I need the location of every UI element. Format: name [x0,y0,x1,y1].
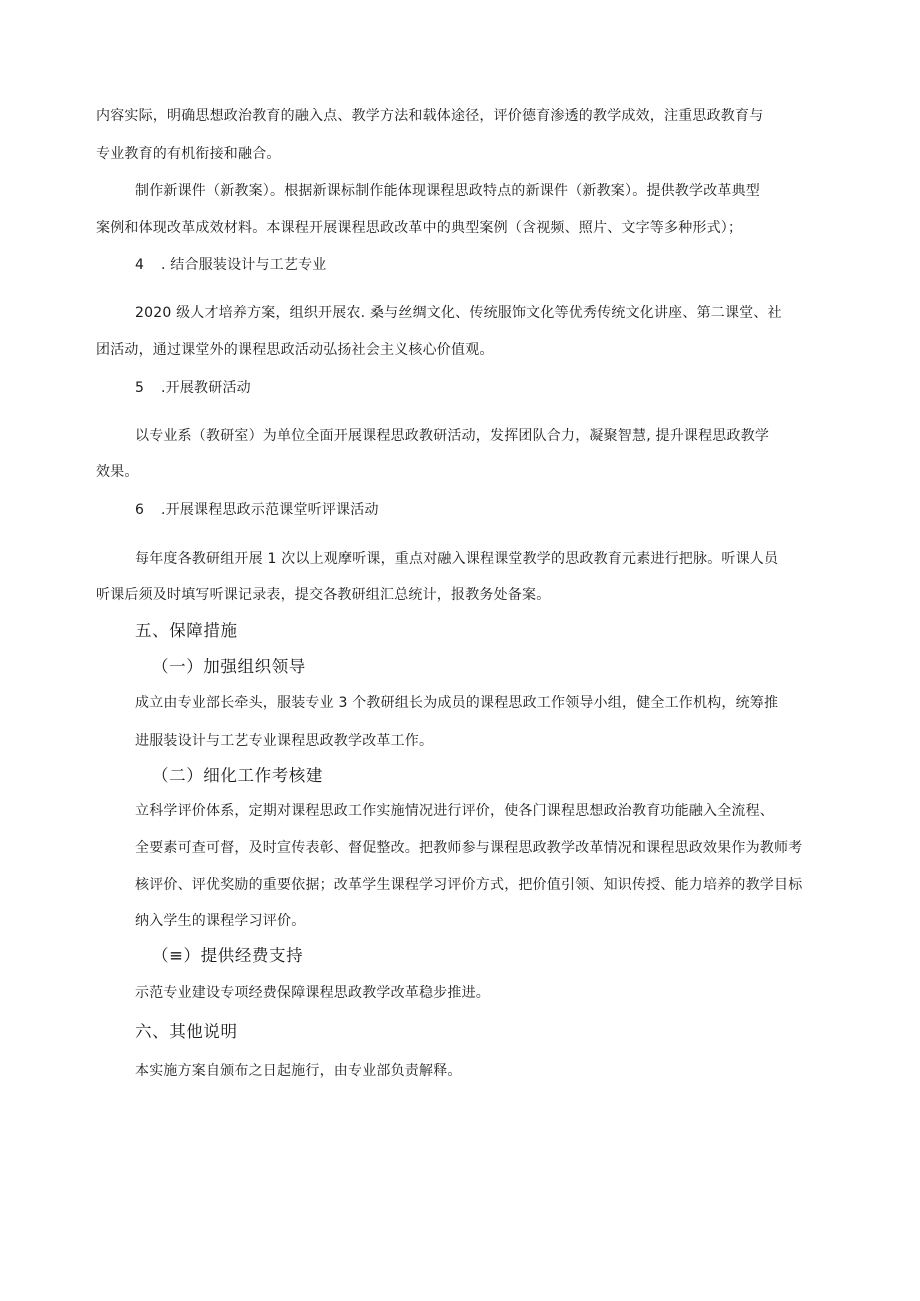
paragraph-line: 专业教育的有机衔接和融合。 [96,146,281,162]
paragraph-line: 案例和体现改革成效材料。本课程开展课程思政改革中的典型案例（含视频、照片、文字等多种形式）； [96,220,743,236]
paragraph-line: 本实施方案自颁布之日起施行，由专业部负责解释。 [135,1063,462,1079]
paragraph-line: 2020 级人才培养方案，组织开展农. 桑与丝绸文化、传统服饰文化等优秀传统文化讲座、第二课堂、社 [135,305,782,321]
paragraph-line: 效果。 [96,464,139,480]
item-number: 5 [135,380,145,396]
item-number: 6 [135,502,145,518]
paragraph-line: 内容实际，明确思想政治教育的融入点、教学方法和载体途径，评价德育渗透的教学成效，注重思政教育与 [96,108,764,124]
paragraph-line: 进服装设计与工艺专业课程思政教学改革工作。 [135,733,434,749]
paragraph-line: 示范专业建设专项经费保障课程思政教学改革稳步推进。 [135,985,490,1001]
paragraph-line: 纳入学生的课程学习评价。 [135,913,306,929]
paragraph-line: 制作新课件（新教案）。根据新课标制作能体现课程思政特点的新课件（新教案）。提供教学改革典型 [135,183,760,199]
item-title: .开展课程思政示范课堂听评课活动 [161,502,379,518]
subsection-heading: （≡）提供经费支持 [152,946,304,965]
item-title: .开展教研活动 [161,380,251,396]
paragraph-line: 团活动，通过课堂外的课程思政活动弘扬社会主义核心价值观。 [96,342,494,358]
paragraph-line: 每年度各教研组开展 1 次以上观摩听课，重点对融入课程课堂教学的思政教育元素进行把脉。听课人员 [135,551,779,567]
numbered-item-heading [135,378,251,398]
item-number: 4 [135,257,145,273]
numbered-item-heading [135,500,379,520]
subsection-heading: （一）加强组织领导 [152,657,306,676]
item-title: . 结合服装设计与工艺专业 [161,257,327,273]
paragraph-line: 核评价、评优奖励的重要依据；改革学生课程学习评价方式，把价值引领、知识传授、能力培养的教学目标 [135,877,803,893]
paragraph-line: 立科学评价体系，定期对课程思政工作实施情况进行评价，使各门课程思想政治教育功能融入全流程、 [135,803,774,819]
paragraph-line: 听课后须及时填写听课记录表，提交各教研组汇总统计，报教务处备案。 [96,587,551,603]
paragraph-line: 成立由专业部长牵头，服装专业 3 个教研组长为成员的课程思政工作领导小组，健全工作机构，统筹推 [135,695,779,711]
subsection-heading: （二）细化工作考核建 [152,766,323,785]
paragraph-line: 以专业系（教研室）为单位全面开展课程思政教研活动，发挥团队合力，凝聚智慧, 提升课程思政教学 [135,428,770,444]
section-heading: 五、保障措施 [135,621,238,640]
section-heading: 六、其他说明 [135,1022,238,1041]
numbered-item-heading [135,255,327,275]
paragraph-line: 全要素可查可督，及时宣传表彰、督促整改。把教师参与课程思政教学改革情况和课程思政效果作为教师考 [135,840,803,856]
